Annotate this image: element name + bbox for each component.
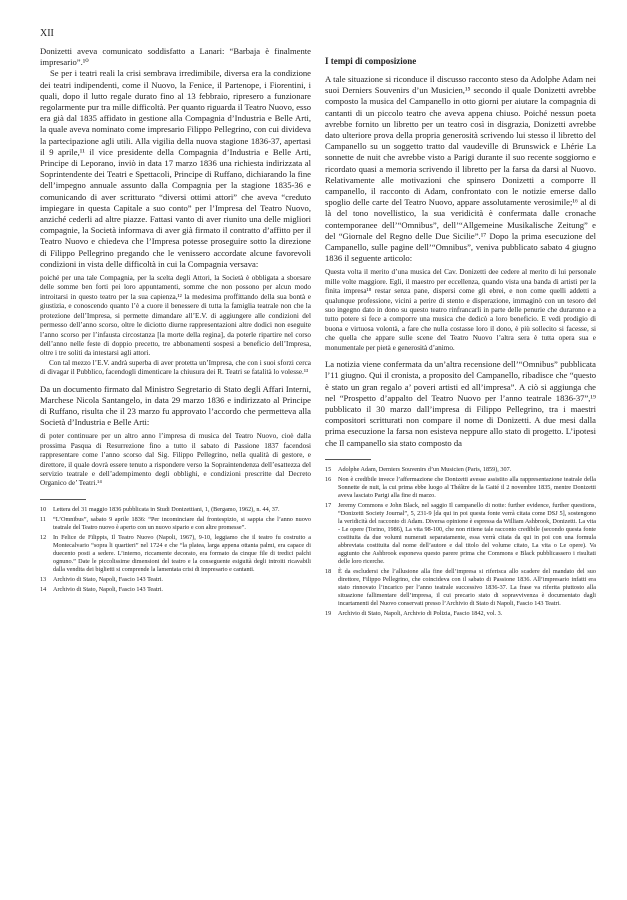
footnote: 16 Non è credibile invece l’affermazione che Donizetti avesse assistito alla rappresentazione teatrale della Sonnette de nuit, la cui prima ebbe luogo al Théâtre de la Gaité il 2 novembre 1835, mentre Donizetti aveva lasciato Parigi alla fine di marzo.: [325, 475, 596, 499]
footnote: 19 Archivio di Stato, Napoli, Archivio di Polizia, Fascio 1842, vol. 3.: [325, 609, 503, 617]
footnote: 10 Lettera del 31 maggio 1836 pubblicata in Studi Donizettiani, 1, (Bergamo, 1962), n. 44, 37.: [40, 505, 280, 513]
paragraph: Donizetti aveva comunicato soddisfatto a Lanari: “Barbaja è finalmente impresario”.¹⁰: [40, 46, 311, 68]
paragraph: Se per i teatri reali la crisi sembrava irredimibile, diversa era la condizione dei teatri indipendenti, come il Nuovo, la Fenice, il Partenope, i Fiorentini, i quali, dopo il lutto regale durato fino al 13 febbraio, ripresero a funzionare regolarmente pur tra mille difficoltà. Per quanto riguarda il Teatro Nuovo, esso era già dal 1835 affidato in gestione alla Compagnia d’Industria e Belle Arti, la quale aveva nominato come impresario Filippo Pellegrino, con cui divideva la partecipazione agli utili. Alla vigilia della nuova stagione 1836-37, apertasi il 9 aprile,¹¹ il vice presidente della Compagnia d’Industria e Belle Arti, Principe di Leporano, inviò in data 17 marzo 1836 una richiesta indirizzata al Soprintendente dei Teatri e Spettacoli, Principe di Ruffano, dichiarando la fine dell’impegno annuale assunto dalla Compagnia per la stagione 1835-36 e comunicando di aver scritturato “diversi ottimi attori” che aveva “creduto impiegare in questa Capitale a suo conto” per l’Impresa del Teatro Nuovo, anziché cederli ad altre piazze. Fattasi vanto di aver riunito una delle migliori compagnie, la Società informava di aver già firmato il contratto d’affitto per il Teatro Nuovo e chiedeva che l’Impresa potesse proseguire sotto la direzione di Filippo Pellegrino pregando che le venissero accordate alcune favorevoli condizioni in vista delle difficoltà in cui la Compagnia versava:: [40, 68, 311, 269]
footnotes: [325, 466, 596, 618]
footnote-rule: [325, 459, 371, 460]
section-heading: I tempi di composizione: [325, 56, 417, 66]
paragraph: Da un documento firmato dal Ministro Segretario di Stato degli Affari Interni, Marchese Nicola Santangelo, in data 29 marzo 1836 e indirizzato al Principe di Ruffano, risulta che il 23 marzo fu approvato l’accordo che permetteva alla Società d’Industria e Belle Arti:: [40, 383, 311, 428]
footnote: 14 Archivio di Stato, Napoli, Fascio 143 Teatri.: [40, 585, 163, 593]
block-quote: Questa volta il merito d’una musica del Cav. Donizetti dee cedere al merito di lui personale mille volte maggiore. Egli, il maestro per eccellenza, quando vista una banda di artisti per la finita impresa¹⁸ restar senza pane, dispersi come gli ebrei, e non come quelli addetti a qualunque professione, vicini a perire di stento e disperazione, immaginò con un tesoro del suo ingegno dato in dono su questo teatro rinfrancarli in parte delle penurie che durarono e a tutto potere si fece a comporre una musica che dedicò a loro beneficio. E vedi prodigio di buona e virtuosa volontà, a fare che nulla costasse loro il dono, è più sollecito si facesse, si che quella che appare sulle scene del Teatro Nuovo l’altra sera è tutta opera sua e monumentale per pietà e generosità d’animo.: [325, 268, 596, 352]
footnote: 11 “L’Omnibus”, sabato 9 aprile 1836: “Per incominciare dal frontespizio, si sappia che l’anno nuovo teatrale del Teatro nuovo è aperto con un nuovo sipario e con altre promesse”.: [40, 515, 311, 531]
right-column: [325, 46, 596, 620]
footnote: 13 Archivio di Stato, Napoli, Fascio 143 Teatri.: [40, 575, 163, 583]
footnote: 18 È da escludersi che l’allusione alla fine dell’impresa si riferisca allo scadere del mandato del suo direttore, Filippo Pellegrino, che coincideva con il sabato di Passione 1836. All’impresario infatti era stato rinnovato l’incarico per l’anno teatrale successivo 1836-37. La frase va riferita piuttosto alla situazione fallimentare dell’impresa, il cui precario stato di sopravvivenza è documentato dagli incartamenti del Nuovo conservati presso l’Archivio di Stato di Napoli, Fascio 143 Teatri.: [325, 567, 596, 607]
footnotes: [40, 506, 311, 594]
footnote: 12 In Felice de Filippis, Il Teatro Nuovo (Napoli, 1967), 9-10, leggiamo che il teatro fu costruito a Montecalvario “sopra li quartieri” nel 1724 e che “la platea, larga appena ottanta palmi, era capace di duecento posti a sedere. L’interno, riccamente decorato, era formato da cinque file di tredici palchi ognuno.” Date le piccolissime dimensioni del teatro e la conseguente esiguità degli introiti ricavabili dalla vendita dei biglietti si comprende la lamentata crisi di impresario e cantanti.: [40, 533, 311, 573]
left-column: [40, 46, 311, 596]
block-quote: Con tal mezzo l’E.V. andrà superba di aver protetta un’Impresa, che con i suoi sforzi cerca di divagar il Pubblico, facendogli dimenticare la chiusura dei R. Teatri se fatalità lo volesse.¹³: [40, 358, 311, 377]
block-quote: poiché per una tale Compagnia, per la scelta degli Attori, la Società è obbligata a sborsare delle somme ben forti pei loro appuntamenti, somme che non possono per alcun modo introitarsi in questo teatro per la sua capienza,¹² la medesima proffittando della sua bontà e giustizia, e conoscendo quanto l’è a cuore il benessere di tutta la famiglia teatrale non che la protezione dell’Impresa, si permette dimandare all’E.V. di aggiungere alle condizioni del permesso dell’anno scorso, oltre le diciotto diurne rappresentazioni altre dodici non eseguite l’anno scorso per l’infausta circostanza [la morte della regina], da poterle ripartire nel corso dell’anno nelle feste di doppio precetto, tre abbonamenti sospesi a beneficio dell’Impresa, oltre i tre soliti da intestarsi agli attori.: [40, 274, 311, 358]
footnote-rule: [40, 499, 86, 500]
paragraph: A tale situazione si riconduce il discusso racconto steso da Adolphe Adam nei suoi Derniers Souvenirs d’un Musicien,¹⁵ secondo il quale Donizetti avrebbe composto la musica del Campanello in otto giorni per aiutare la compagnia di cantanti di un piccolo teatro che aveva appena chiuso. Poiché nessun poeta avrebbe fornito un libretto per un teatro così in disgrazia, Donizetti avrebbe dato ulteriore prova della propria generosità scrivendo lui stesso il libretto del Campanello su un soggetto tratto dal vaudeville di Brunswick e Lhérie La sonnette de nuit che avrebbe visto a Parigi durante il suo recente soggiorno e ricordato quasi a memoria scrivendo il libretto per la farsa da darsi al Nuovo. Relativamente alle motivazioni che spinsero Donizetti a comporre Il campanello, il racconto di Adam, confrontato con le notizie emerse dallo spoglio delle carte del Teatro Nuovo, appare assolutamente verosimile;¹⁶ al di là del tono novellistico, la sua veridicità è confermata dalle cronache contemporanee dell’“Omnibus”, dell’“Allgemeine Musikalische Zeitung” e del “Giornale del Regno delle Due Sicilie”.¹⁷ Dopo la prima esecuzione del Campanello, sulle pagine dell’“Omnibus”, veniva pubblicato sabato 4 giugno 1836 il seguente articolo:: [325, 74, 596, 264]
footnote: 15 Adolphe Adam, Derniers Souvenirs d’un Musicien (Paris, 1859), 307.: [325, 465, 512, 473]
block-quote: di poter continuare per un altro anno l’impresa di musica del Teatro Nuovo, cioè dalla prossima Pasqua di Resurrezione fino a tutto il sabato di Passione 1837 facendosi rappresentare come l’anno scorso dal Sig. Filippo Pellegrino, nella qualità di gestore, e direttore, il quale dovrà essere tenuto a rispondere verso la Sopraintendenza dell’esattezza del servizio teatrale e dell’adempimento degli obblighi, e condizioni prescritte dal Decreto Organico de’ Teatri.¹⁴: [40, 432, 311, 488]
footnote: 17 Jeremy Commons e John Black, nel saggio Il campanello di notte: further evidence, further questions, “Donizetti Society Journal”, 5, 231-9 [da qui in poi questa fonte verrà citata come DSJ 5], sostengono la veridicità del racconto di Adam. Diversa opinione è espressa da William Ashbrook, Donizetti. La vita - Le opere (Torino, 1986), La vita 98-100, che non ritiene tale racconto credibile (secondo questa fonte costituita da due volumi numerati separatamente, essa verrà citata da qui in poi con una formula abbreviata costituita dal nome dell’autore e dal titolo del volume citato, La vita o Le opere). Va aggiunto che Ashbrook esponeva questo parere prima che Commons e Black pubblicassero i risultati delle loro ricerche.: [325, 501, 596, 565]
page-number: XII: [40, 28, 54, 39]
paragraph: La notizia viene confermata da un’altra recensione dell’“Omnibus” pubblicata l’11 giugno. Qui il cronista, a proposito del Campanello, ribadisce che “questo è stato un gran regalo a’ poveri artisti ed all’impresa”. A ciò si aggiunga che nel “Prospetto d’appalto del Teatro Nuovo per l’anno teatrale 1836-37”,¹⁹ pubblicato il 30 marzo dall’impresa di Filippo Pellegrino, tra i maestri compositori scritturati non compare il nome di Donizetti. A due mesi dalla prima esecuzione la farsa non esisteva neppure allo stato di progetto. L’ipotesi che Il campanello sia stato composto da: [325, 359, 596, 448]
